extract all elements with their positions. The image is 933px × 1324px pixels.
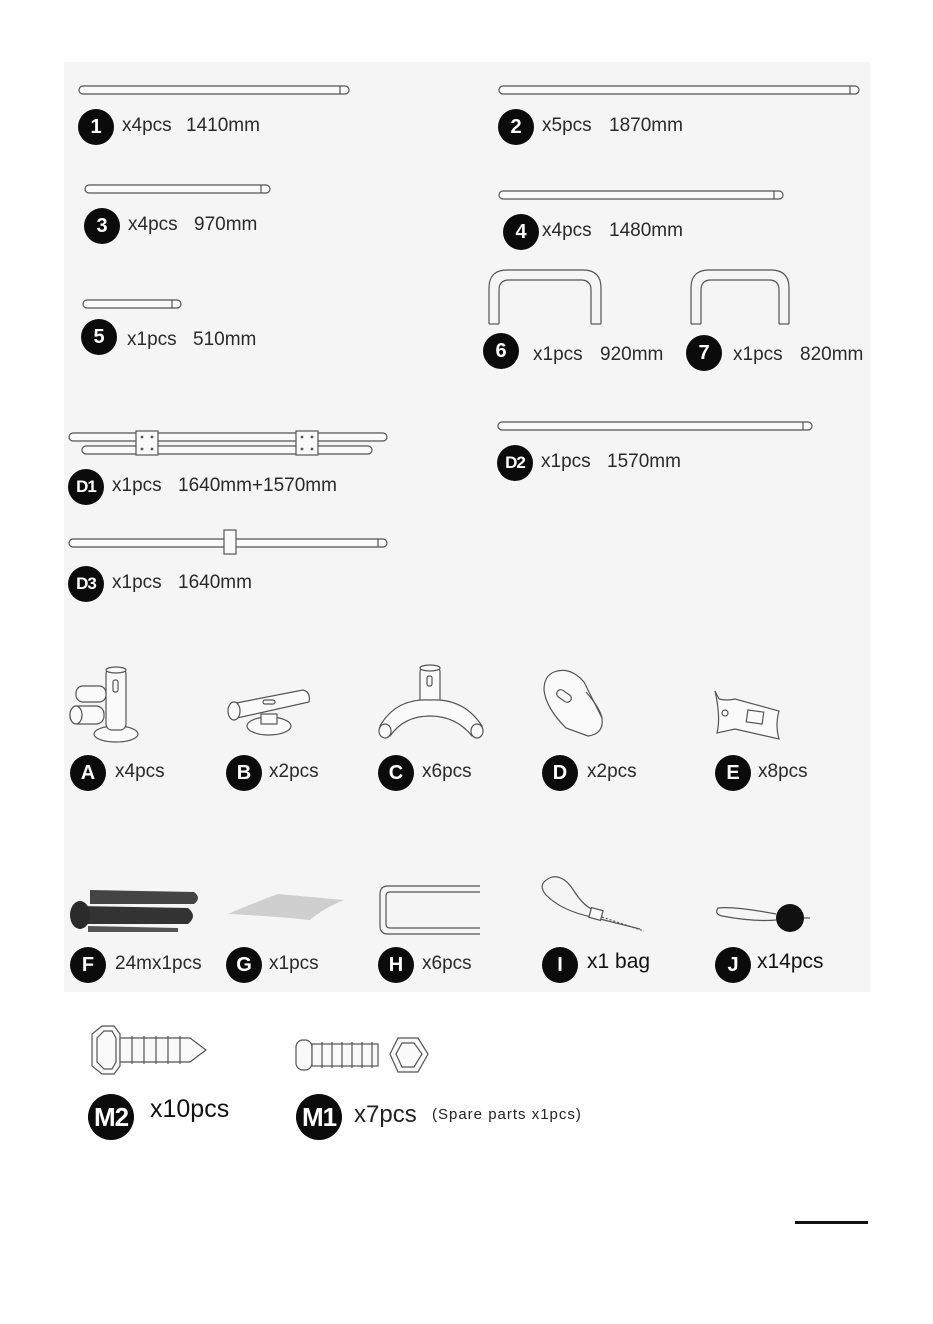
badge-5: 5 [81, 319, 117, 355]
label-5-len: 510mm [193, 329, 257, 350]
fitting-a-icon [68, 666, 140, 744]
fitting-e-icon [713, 689, 783, 743]
fitting-b-icon [225, 684, 313, 740]
tube-d1-icon [68, 431, 390, 457]
cable-tie-icon [540, 873, 648, 935]
bolt-m1-icon [294, 1034, 434, 1076]
u-stake-icon [378, 884, 482, 936]
label-j-qty: x14pcs [757, 950, 824, 973]
label-c-qty: x6pcs [422, 761, 472, 782]
badge-h: H [378, 947, 414, 983]
label-7-len: 820mm [800, 344, 864, 365]
label-d2-qty: x1pcs [541, 451, 591, 472]
badge-j: J [715, 947, 751, 983]
label-6-qty: x1pcs [533, 344, 583, 365]
badge-e: E [715, 755, 751, 791]
badge-m2: M2 [88, 1094, 134, 1140]
cover-sheet-icon [226, 892, 346, 922]
label-e-qty: x8pcs [758, 761, 808, 782]
label-3-len: 970mm [194, 214, 258, 235]
label-h-qty: x6pcs [422, 953, 472, 974]
label-6-len: 920mm [600, 344, 664, 365]
label-a-qty: x4pcs [115, 761, 165, 782]
label-5-qty: x1pcs [127, 329, 177, 350]
tube-5-icon [82, 299, 184, 311]
label-3-qty: x4pcs [128, 214, 178, 235]
label-f-qty: 24mx1pcs [115, 953, 202, 974]
tube-4-icon [498, 190, 788, 202]
badge-g: G [226, 947, 262, 983]
badge-d2: D2 [497, 445, 533, 481]
u-bar-7-icon [689, 268, 791, 326]
tube-3-icon [84, 184, 274, 196]
netting-roll-icon [68, 886, 202, 934]
fitting-d-icon [540, 668, 606, 740]
badge-d3: D3 [68, 566, 104, 602]
screw-m2-icon [86, 1024, 210, 1076]
label-m1-qty: x7pcs [354, 1101, 417, 1128]
badge-i: I [542, 947, 578, 983]
label-d2-len: 1570mm [607, 451, 681, 472]
label-d3-len: 1640mm [178, 572, 252, 593]
badge-2: 2 [498, 109, 534, 145]
badge-m1: M1 [296, 1094, 342, 1140]
label-1-len: 1410mm [186, 115, 260, 136]
label-7-qty: x1pcs [733, 344, 783, 365]
badge-1: 1 [78, 109, 114, 145]
ball-bungee-icon [714, 900, 812, 936]
label-d-qty: x2pcs [587, 761, 637, 782]
label-b-qty: x2pcs [269, 761, 319, 782]
label-d1-qty: x1pcs [112, 475, 162, 496]
tube-2-icon [498, 85, 863, 97]
fitting-c-icon [376, 664, 486, 742]
badge-7: 7 [686, 335, 722, 371]
label-d3-qty: x1pcs [112, 572, 162, 593]
label-m2-qty: x10pcs [150, 1095, 230, 1123]
badge-b: B [226, 755, 262, 791]
tube-1-icon [78, 85, 353, 97]
badge-d: D [542, 755, 578, 791]
label-d1-len: 1640mm+1570mm [178, 475, 337, 496]
label-4-len: 1480mm [609, 220, 683, 241]
tube-d3-icon [68, 530, 390, 556]
badge-3: 3 [84, 208, 120, 244]
badge-d1: D1 [68, 469, 104, 505]
label-2-qty: x5pcs [542, 115, 592, 136]
label-g-qty: x1pcs [269, 953, 319, 974]
label-2-len: 1870mm [609, 115, 683, 136]
badge-6: 6 [483, 333, 519, 369]
page-number-rule [795, 1221, 868, 1224]
badge-a: A [70, 755, 106, 791]
label-1-qty: x4pcs [122, 115, 172, 136]
label-i-qty: x1 bag [587, 950, 651, 973]
label-4-qty: x4pcs [542, 220, 592, 241]
badge-4: 4 [503, 214, 539, 250]
badge-f: F [70, 947, 106, 983]
label-m1-note: (Spare parts x1pcs) [432, 1106, 582, 1123]
badge-c: C [378, 755, 414, 791]
tube-d2-icon [497, 421, 815, 433]
u-bar-6-icon [487, 268, 603, 326]
